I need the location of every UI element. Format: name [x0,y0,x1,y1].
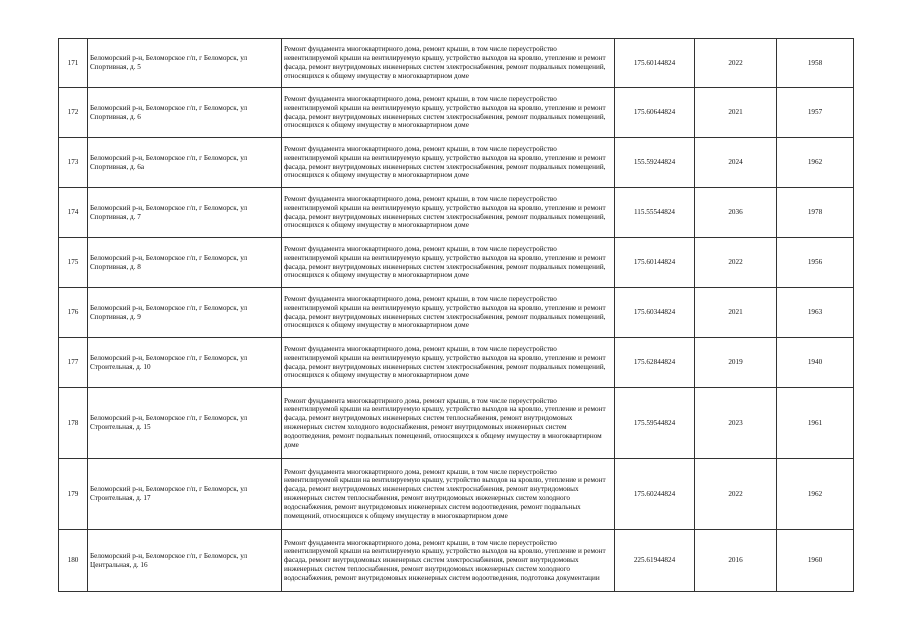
row-works: Ремонт фундамента многоквартирного дома, ремонт крыши, в том числе переустройство невентилируемой крыши на вентилируемую крышу, устройство выходов на кровлю, утепление и ремонт фасада, ремонт внутридомовых инженерных систем электроснабжения, ремонт подвальных помещений, относящихся к общему имуществу в многоквартирном доме [282,238,615,288]
row-year: 2021 [695,288,777,338]
row-number: 175 [59,238,88,288]
row-number: 172 [59,88,88,138]
row-cost: 175.60344824 [615,288,695,338]
table-row [59,39,854,88]
row-number: 180 [59,530,88,592]
row-cost: 175.60244824 [615,459,695,530]
table-row [59,238,854,288]
row-works: Ремонт фундамента многоквартирного дома, ремонт крыши, в том числе переустройство невентилируемой крыши на вентилируемую крышу, устройство выходов на кровлю, утепление и ремонт фасада, ремонт внутридомовых инженерных систем электроснабжения, ремонт внутридомовых инженерных систем теплоснабжения, ремонт внутридомовых инженерных систем холодного водоснабжения, ремонт внутридомовых инженерных систем водоотведения, ремонт подвальных помещений, относящихся к общему имуществу в многоквартирном доме [282,459,615,530]
table-row [59,459,854,530]
row-built-year: 1978 [777,188,854,238]
row-cost: 175.62844824 [615,338,695,388]
row-built-year: 1940 [777,338,854,388]
row-cost: 175.60144824 [615,39,695,88]
row-number: 173 [59,138,88,188]
row-address: Беломорский р-н, Беломорское г/п, г Беломорск, ул Центральная, д. 16 [88,530,282,592]
row-works: Ремонт фундамента многоквартирного дома, ремонт крыши, в том числе переустройство невентилируемой крыши на вентилируемую крышу, устройство выходов на кровлю, утепление и ремонт фасада, ремонт внутридомовых инженерных систем электроснабжения, ремонт подвальных помещений, относящихся к общему имуществу в многоквартирном доме [282,288,615,338]
row-works: Ремонт фундамента многоквартирного дома, ремонт крыши, в том числе переустройство невентилируемой крыши на вентилируемую крышу, устройство выходов на кровлю, утепление и ремонт фасада, ремонт внутридомовых инженерных систем электроснабжения, ремонт подвальных помещений, относящихся к общему имуществу в многоквартирном доме [282,138,615,188]
row-number: 171 [59,39,88,88]
row-address: Беломорский р-н, Беломорское г/п, г Беломорск, ул Строительная, д. 10 [88,338,282,388]
row-year: 2021 [695,88,777,138]
row-number: 179 [59,459,88,530]
row-address: Беломорский р-н, Беломорское г/п, г Беломорск, ул Спортивная, д. 6а [88,138,282,188]
table-row [59,188,854,238]
row-address: Беломорский р-н, Беломорское г/п, г Беломорск, ул Строительная, д. 17 [88,459,282,530]
row-built-year: 1960 [777,530,854,592]
row-address: Беломорский р-н, Беломорское г/п, г Беломорск, ул Спортивная, д. 8 [88,238,282,288]
row-cost: 115.55544824 [615,188,695,238]
row-address: Беломорский р-н, Беломорское г/п, г Беломорск, ул Спортивная, д. 7 [88,188,282,238]
row-number: 176 [59,288,88,338]
table-row [59,338,854,388]
row-built-year: 1957 [777,88,854,138]
row-year: 2036 [695,188,777,238]
row-cost: 175.60144824 [615,238,695,288]
row-works: Ремонт фундамента многоквартирного дома, ремонт крыши, в том числе переустройство невентилируемой крыши на вентилируемую крышу, устройство выходов на кровлю, утепление и ремонт фасада, ремонт внутридомовых инженерных систем электроснабжения, ремонт внутридомовых инженерных систем теплоснабжения, ремонт внутридомовых инженерных систем холодного водоснабжения, ремонт внутридомовых инженерных систем водоотведения, подготовка документации [282,530,615,592]
row-year: 2022 [695,39,777,88]
row-number: 177 [59,338,88,388]
row-built-year: 1961 [777,388,854,459]
row-built-year: 1956 [777,238,854,288]
row-number: 174 [59,188,88,238]
row-year: 2024 [695,138,777,188]
row-cost: 225.61944824 [615,530,695,592]
table-row [59,530,854,592]
row-works: Ремонт фундамента многоквартирного дома, ремонт крыши, в том числе переустройство невентилируемой крыши на вентилируемую крышу, устройство выходов на кровлю, утепление и ремонт фасада, ремонт внутридомовых инженерных систем электроснабжения, ремонт подвальных помещений, относящихся к общему имуществу в многоквартирном доме [282,88,615,138]
capital-repair-table [58,38,854,592]
row-address: Беломорский р-н, Беломорское г/п, г Беломорск, ул Спортивная, д. 9 [88,288,282,338]
table-row [59,388,854,459]
row-year: 2023 [695,388,777,459]
row-cost: 175.59544824 [615,388,695,459]
row-address: Беломорский р-н, Беломорское г/п, г Беломорск, ул Спортивная, д. 5 [88,39,282,88]
row-built-year: 1962 [777,138,854,188]
row-works: Ремонт фундамента многоквартирного дома, ремонт крыши, в том числе переустройство невентилируемой крыши на вентилируемую крышу, устройство выходов на кровлю, утепление и ремонт фасада, ремонт внутридомовых инженерных систем электроснабжения, ремонт подвальных помещений, относящихся к общему имуществу в многоквартирном доме [282,188,615,238]
row-built-year: 1962 [777,459,854,530]
row-works: Ремонт фундамента многоквартирного дома, ремонт крыши, в том числе переустройство невентилируемой крыши на вентилируемую крышу, устройство выходов на кровлю, утепление и ремонт фасада, ремонт внутридомовых инженерных систем теплоснабжения, ремонт внутридомовых инженерных систем холодного водоснабжения, ремонт внутридомовых инженерных систем водоотведения, ремонт подвальных помещений, относящихся к общему имуществу в многоквартирном доме [282,388,615,459]
row-works: Ремонт фундамента многоквартирного дома, ремонт крыши, в том числе переустройство невентилируемой крыши на вентилируемую крышу, устройство выходов на кровлю, утепление и ремонт фасада, ремонт внутридомовых инженерных систем электроснабжения, ремонт подвальных помещений, относящихся к общему имуществу в многоквартирном доме [282,39,615,88]
row-works: Ремонт фундамента многоквартирного дома, ремонт крыши, в том числе переустройство невентилируемой крыши на вентилируемую крышу, устройство выходов на кровлю, утепление и ремонт фасада, ремонт внутридомовых инженерных систем электроснабжения, ремонт подвальных помещений, относящихся к общему имуществу в многоквартирном доме [282,338,615,388]
table-row [59,88,854,138]
row-cost: 155.59244824 [615,138,695,188]
row-year: 2022 [695,459,777,530]
table-row [59,288,854,338]
row-cost: 175.60644824 [615,88,695,138]
row-built-year: 1963 [777,288,854,338]
row-address: Беломорский р-н, Беломорское г/п, г Беломорск, ул Строительная, д. 15 [88,388,282,459]
row-number: 178 [59,388,88,459]
row-address: Беломорский р-н, Беломорское г/п, г Беломорск, ул Спортивная, д. 6 [88,88,282,138]
row-year: 2019 [695,338,777,388]
row-year: 2016 [695,530,777,592]
table-body [59,39,854,592]
row-built-year: 1958 [777,39,854,88]
table-row [59,138,854,188]
row-year: 2022 [695,238,777,288]
